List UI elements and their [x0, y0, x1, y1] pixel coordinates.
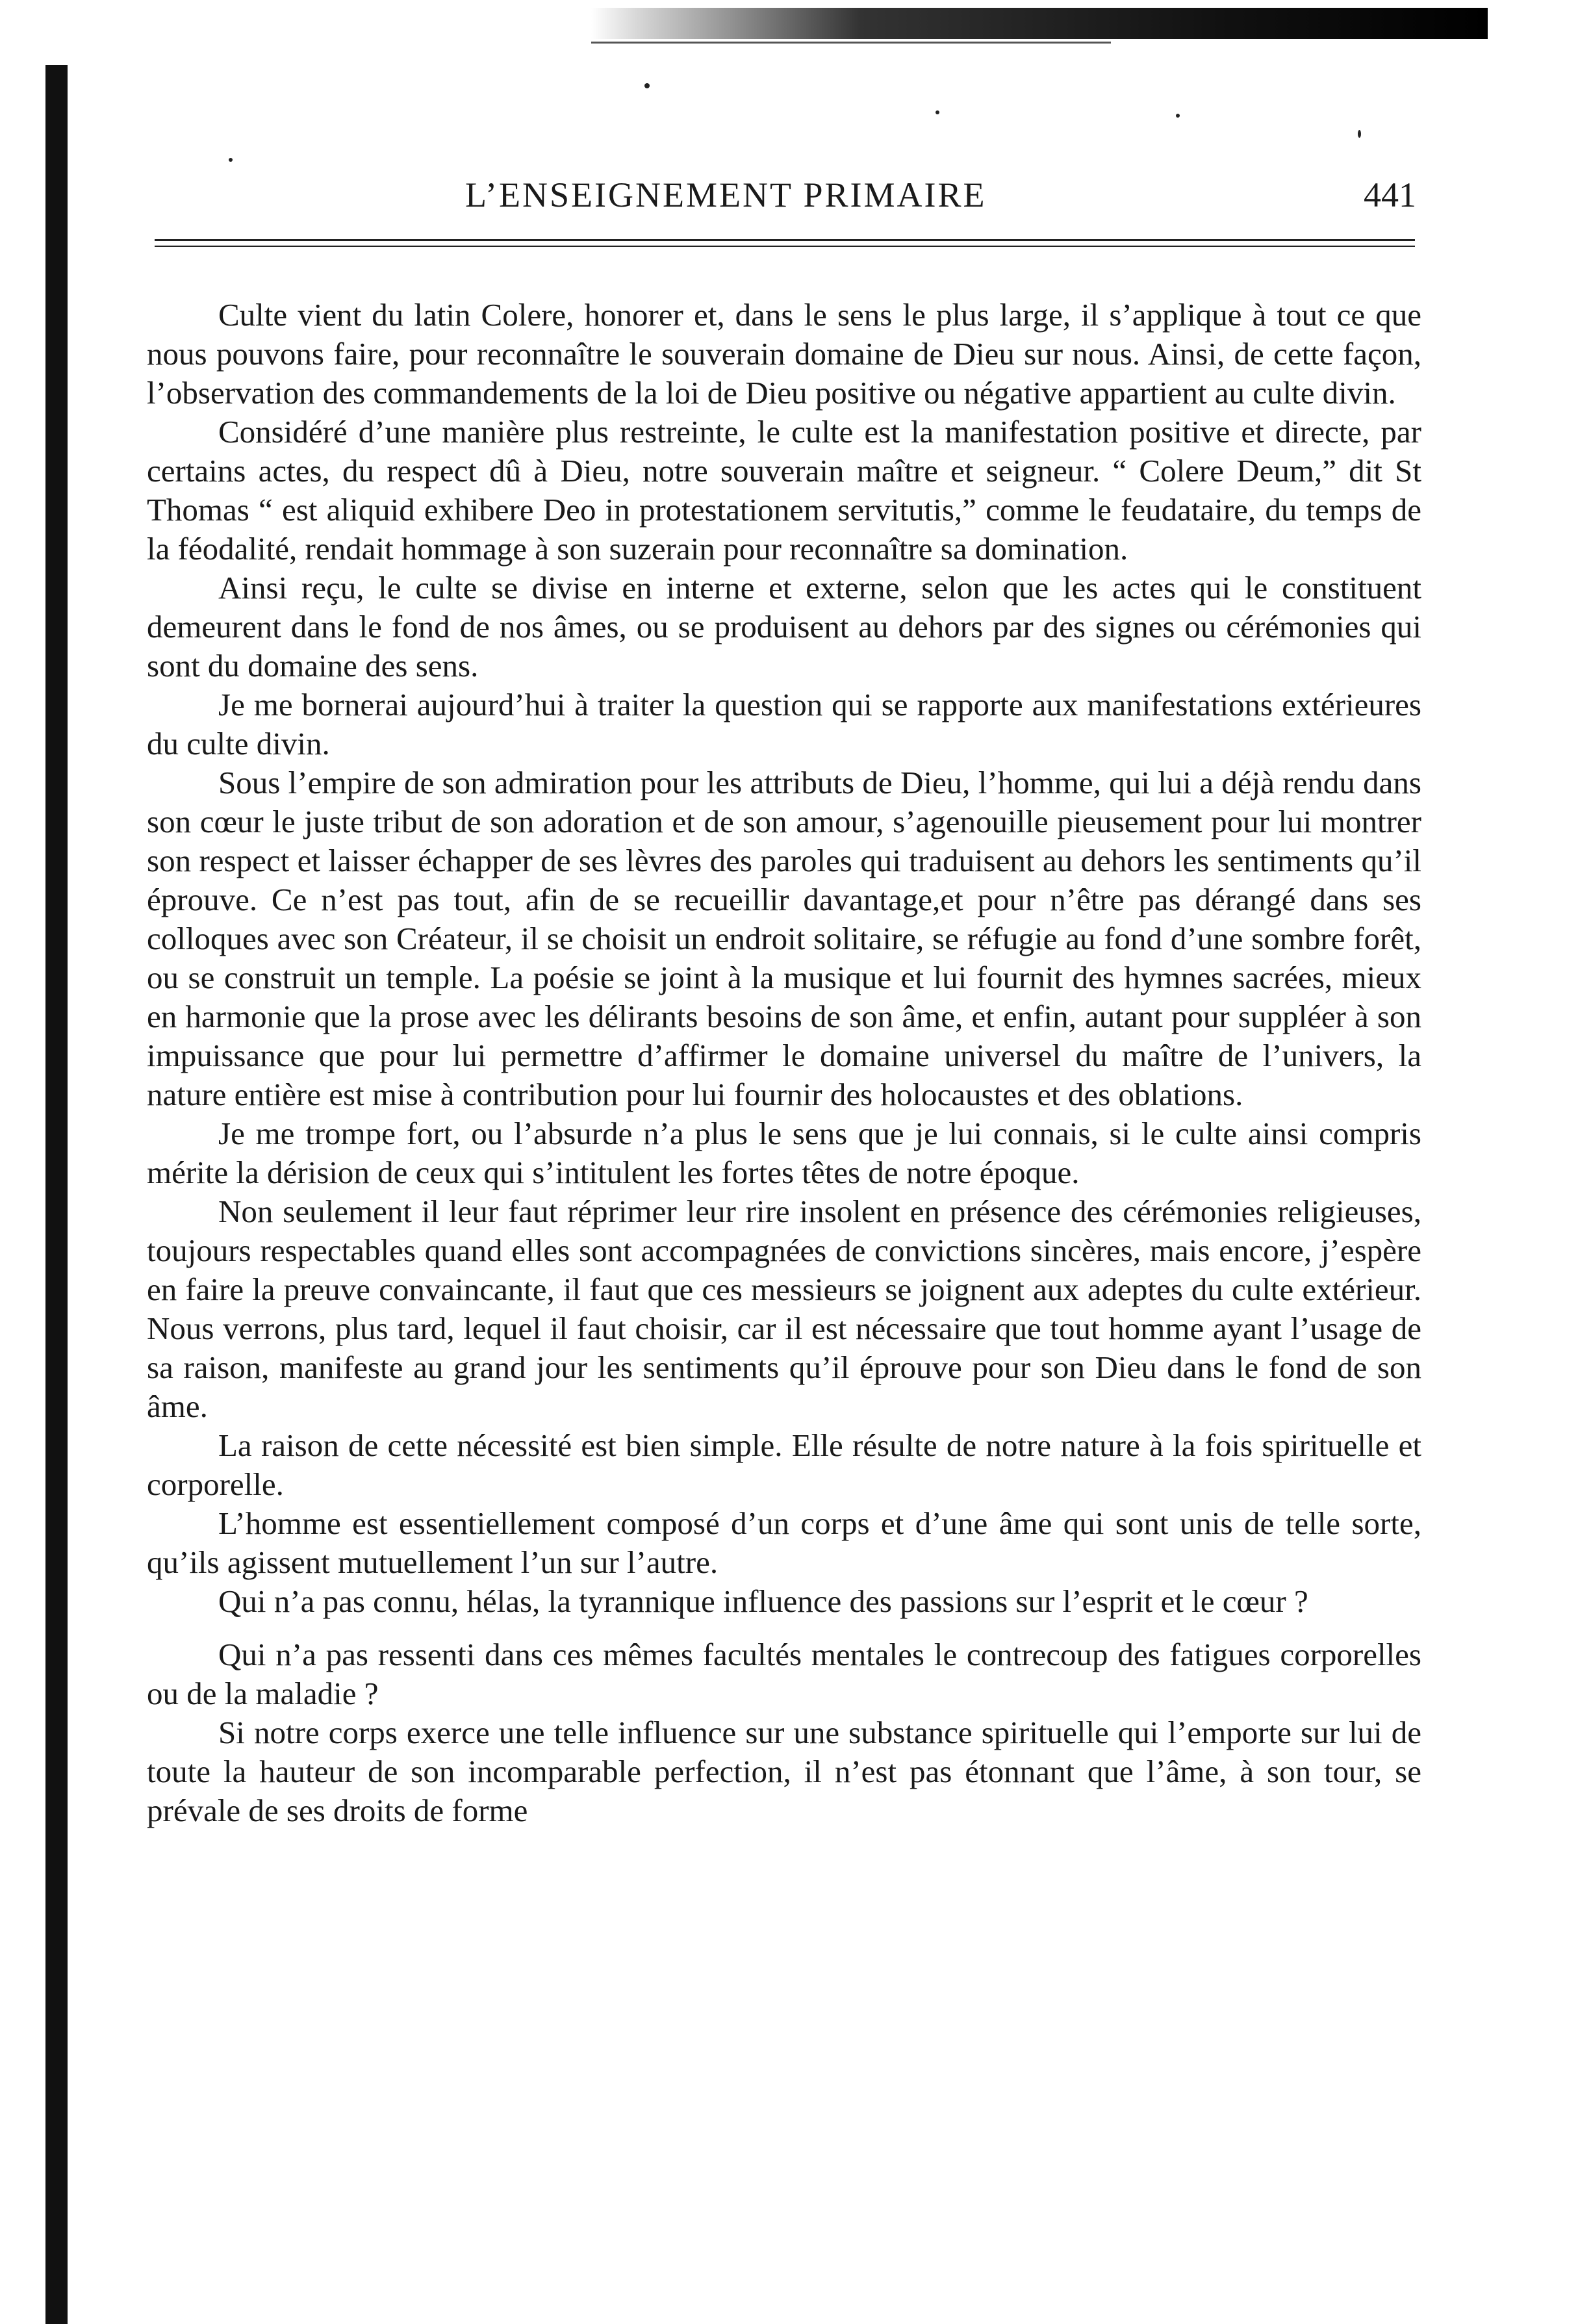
paragraph: Considéré d’une manière plus restreinte, le culte est la manifestation positive et directe, par certains actes, du respect dû à Dieu, notre souverain maître et seigneur. “ Colere Deum,” dit St Thomas “ est aliquid exhibere Deo in protestationem servitutis,” comme le feudataire, du temps de la féodalité, rendait hommage à son suzerain pour reconnaître sa domination. [147, 414, 1421, 567]
paragraph: Ainsi reçu, le culte se divise en interne et externe, selon que les actes qui le constituent demeurent dans le fond de nos âmes, ou se produisent au dehors par des signes ou cérémonies qui sont du domaine des sens. [147, 570, 1421, 683]
running-title: L’ENSEIGNEMENT PRIMAIRE [465, 175, 987, 214]
binding-edge-bar [45, 65, 68, 2324]
scan-speck [644, 83, 650, 88]
paragraph: Qui n’a pas connu, hélas, la tyrannique influence des passions sur l’esprit et le cœur ? [218, 1583, 1308, 1619]
paragraph: Culte vient du latin Colere, honorer et, dans le sens le plus large, il s’applique à tout ce que nous pouvons faire, pour reconnaître le souverain domaine de Dieu sur nous. Ainsi, de cette façon, l’observation des commandements de la loi de Dieu positive ou négative appartient au culte divin. [147, 297, 1421, 411]
paragraph: Qui n’a pas ressenti dans ces mêmes facultés mentales le contrecoup des fatigues corporelles ou de la maladie ? [147, 1637, 1421, 1711]
top-scan-rule-thin [591, 42, 1111, 44]
top-scan-rule [591, 8, 1488, 39]
paragraph: L’homme est essentiellement composé d’un corps et d’une âme qui sont unis de telle sorte, qu’ils agissent mutuellement l’un sur l’autre. [147, 1505, 1421, 1580]
paragraph: Je me trompe fort, ou l’absurde n’a plus le sens que je lui connais, si le culte ainsi compris mérite la dérision de ceux qui s’intitulent les fortes têtes de notre époque. [147, 1116, 1421, 1190]
header-rule-double [155, 246, 1415, 247]
paragraph: Je me bornerai aujourd’hui à traiter la question qui se rapporte aux manifestations extérieures du culte divin. [147, 687, 1421, 761]
paragraph: Non seulement il leur faut réprimer leur rire insolent en présence des cérémonies religieuses, toujours respectables quand elles sont accompagnées de convictions sincères, mais encore, j’espère en faire la preuve convaincante, il faut que ces messieurs se joignent aux adeptes du culte extérieur. Nous verrons, plus tard, lequel il faut choisir, car il est nécessaire que tout homme ayant l’usage de sa raison, manifeste au grand jour les sentiments qu’il éprouve pour son Dieu dans le fond de son âme. [147, 1194, 1421, 1424]
page-header [147, 169, 1421, 221]
scan-speck [1176, 114, 1180, 118]
scan-speck [936, 110, 939, 114]
article-body [147, 296, 1421, 2297]
header-rule [155, 239, 1415, 241]
paragraph: Sous l’empire de son admiration pour les attributs de Dieu, l’homme, qui lui a déjà rendu dans son cœur le juste tribut de son adoration et de son amour, s’agenouille pieusement pour lui montrer son respect et laisser échapper de ses lèvres des paroles qui traduisent au dehors les sentiments qu’il éprouve. Ce n’est pas tout, afin de se recueillir davantage,et pour n’être pas dérangé dans ses colloques avec son Créateur, il se choisit un endroit solitaire, se réfugie au fond d’une sombre forêt, ou se construit un temple. La poésie se joint à la musique et lui fournit des hymnes sacrées, mieux en harmonie que la prose avec les délirants besoins de son âme, et enfin, autant pour suppléer à son impuissance que pour lui permettre d’affirmer le domaine universel du maître de l’univers, la nature entière est mise à contribution pour lui fournir des holocaustes et des oblations. [147, 765, 1421, 1112]
page-number: 441 [1364, 175, 1416, 214]
scan-speck [229, 158, 233, 162]
scan-speck [1358, 130, 1361, 138]
paragraph: La raison de cette nécessité est bien simple. Elle résulte de notre nature à la fois spirituelle et corporelle. [147, 1427, 1421, 1502]
paragraph: Si notre corps exerce une telle influence sur une substance spirituelle qui l’emporte sur lui de toute la hauteur de son incomparable perfection, il n’est pas étonnant que l’âme, à son tour, se prévale de ses droits de forme [147, 1715, 1421, 1828]
